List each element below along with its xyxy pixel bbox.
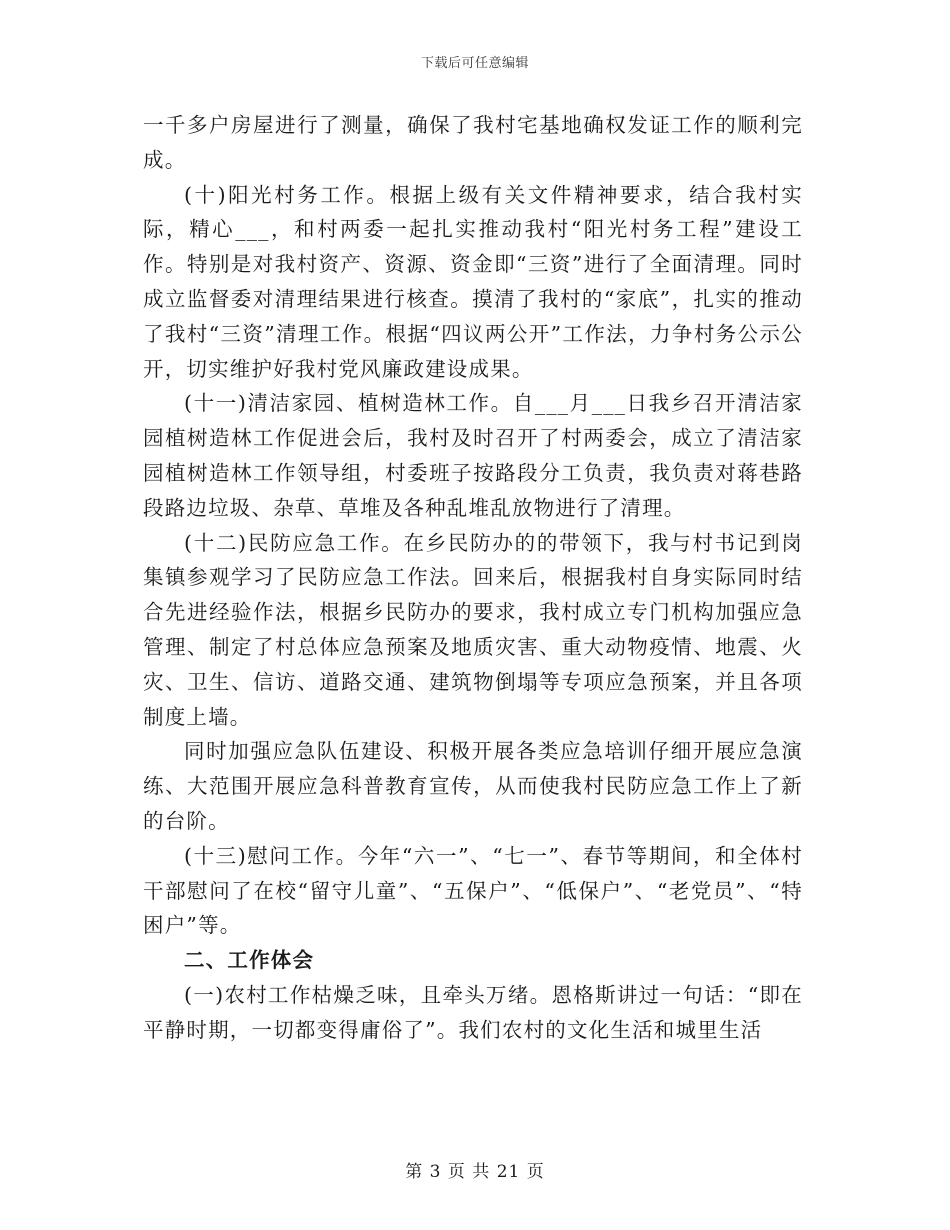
paragraph-continuation: 一千多户房屋进行了测量，确保了我村宅基地确权发证工作的顺利完成。 [143, 113, 803, 172]
document-body [143, 108, 803, 1048]
page-header-note: 下载后可任意编辑 [420, 56, 529, 71]
paragraph-civil-defense-emergency: (十二)民防应急工作。在乡民防办的的带领下，我与村书记到岗集镇参观学习了民防应急工作法。回来后，根据我村自身实际同时结合先进经验作法，根据乡民防办的要求，我村成立专门机构加强应急管理、制定了村总体应急预案及地质灾害、重大动物疫情、地震、火灾、卫生、信访、道路交通、建筑物倒塌等专项应急预案，并且各项制度上墙。 [143, 530, 803, 729]
paragraph-rural-work-reflection: (一)农村工作枯燥乏味，且牵头万绪。恩格斯讲过一句话：“即在平静时期，一切都变得庸俗了”。我们农村的文化生活和城里生活 [143, 982, 803, 1042]
page-number: 第 3 页 共 21 页 [405, 1162, 545, 1182]
section-heading-work-experience: 二、工作体会 [184, 948, 315, 973]
paragraph-condolence-work: (十三)慰问工作。今年“六一”、“七一”、春节等期间，和全体村干部慰问了在校“留守儿童”、“五保户”、“低保户”、“老党员”、“特困户”等。 [143, 843, 803, 938]
paragraph-sunshine-village-affairs: (十)阳光村务工作。根据上级有关文件精神要求，结合我村实际，精心___，和村两委一起扎实推动我村“阳光村务工程”建设工作。特别是对我村资产、资源、资金即“三资”进行了全面清理。同时成立监督委对清理结果进行核查。摸清了我村的“家底”，扎实的推动了我村“三资”清理工作。根据“四议两公开”工作法，力争村务公示公开，切实维护好我村党风廉政建设成果。 [143, 182, 803, 381]
paragraph-clean-homes-afforestation: (十一)清洁家园、植树造林工作。自___月___日我乡召开清洁家园植树造林工作促进会后，我村及时召开了村两委会，成立了清洁家园植树造林工作领导组，村委班子按路段分工负责，我负责对蒋巷路段路边垃圾、杂草、草堆及各种乱堆乱放物进行了清理。 [143, 391, 803, 520]
paragraph-emergency-team-building: 同时加强应急队伍建设、积极开展各类应急培训仔细开展应急演练、大范围开展应急科普教育宣传，从而使我村民防应急工作上了新的台阶。 [143, 739, 803, 833]
